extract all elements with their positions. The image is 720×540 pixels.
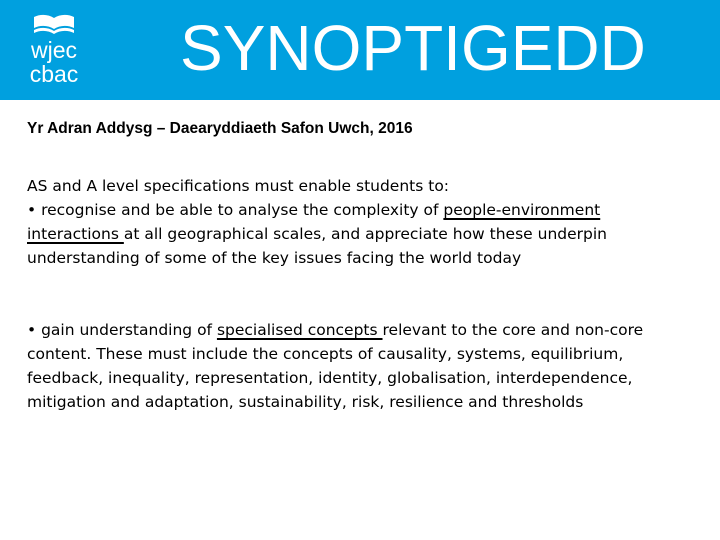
paragraph-bullet-2 bbox=[27, 318, 697, 414]
bullet-2 bbox=[27, 321, 643, 411]
bullet-1-prefix: • recognise and be able to analyse the complexity of bbox=[27, 201, 444, 219]
bullet-2-suffix: relevant to the core and non-core content. These must include the concepts of causality, systems, equilibrium, feedback, inequality, representation, identity, globalisation, interdependence, mitigation and adaptation, sustainability, risk, resilience and thresholds bbox=[27, 321, 644, 411]
bullet-2-prefix: • gain understanding of bbox=[27, 321, 217, 339]
header-banner bbox=[0, 0, 720, 100]
intro-text: AS and A level specifications must enable students to: bbox=[27, 177, 450, 195]
bullet-1-suffix: at all geographical scales, and appreciate how these underpin understanding of some of the key issues facing the world today bbox=[27, 225, 607, 267]
paragraph-intro bbox=[27, 174, 697, 270]
subheading: Yr Adran Addysg – Daearyddiaeth Safon Uwch, 2016 bbox=[27, 120, 413, 137]
book-icon bbox=[18, 14, 90, 88]
wjec-cbac-logo bbox=[18, 14, 90, 88]
page-title: SYNOPTIGEDD bbox=[180, 12, 646, 84]
logo-text-wjec: wjec bbox=[30, 37, 78, 63]
bullet-2-underlined: specialised concepts bbox=[216, 321, 383, 339]
bullet-1 bbox=[27, 201, 607, 267]
logo-text-cbac: cbac bbox=[29, 61, 79, 87]
bullet-1-underlined: people-environment interactions bbox=[27, 201, 601, 243]
